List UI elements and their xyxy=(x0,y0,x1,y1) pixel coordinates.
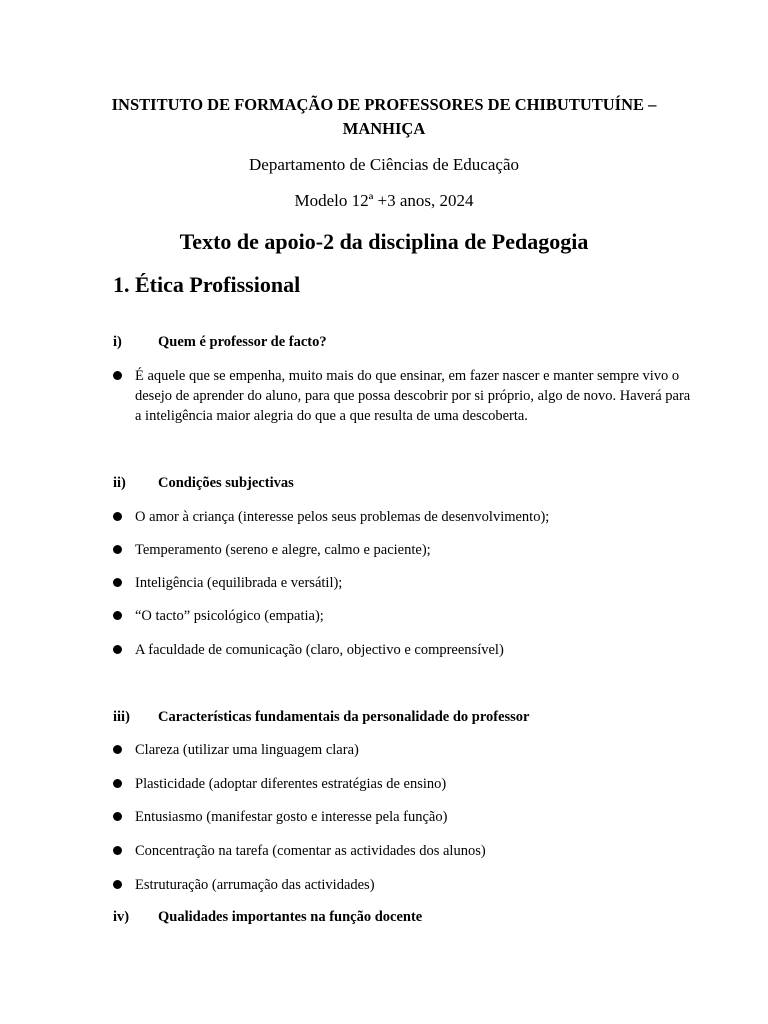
list-item-text: Inteligência (equilibrada e versátil); xyxy=(135,575,343,591)
bullet-icon xyxy=(113,812,122,821)
section-number: i) xyxy=(113,334,122,350)
list-item-text: Entusiasmo (manifestar gosto e interesse pela função) xyxy=(135,809,448,825)
institute-title: INSTITUTO DE FORMAÇÃO DE PROFESSORES DE CHIBUTUTUÍNE – MANHIÇA xyxy=(111,95,657,138)
section-title: Características fundamentais da personalidade do professor xyxy=(158,709,530,725)
section-title: Quem é professor de facto? xyxy=(158,334,327,350)
bullet-icon xyxy=(113,645,122,654)
section-title: Condições subjectivas xyxy=(158,475,294,491)
list-item-text: Temperamento (sereno e alegre, calmo e paciente); xyxy=(135,542,431,558)
list-item-text: Plasticidade (adoptar diferentes estratégias de ensino) xyxy=(135,776,447,792)
bullet-icon xyxy=(113,578,122,587)
list-item-text: Concentração na tarefa (comentar as actividades dos alunos) xyxy=(135,843,486,859)
list-item-text: Estruturação (arrumação das actividades) xyxy=(135,877,375,893)
list-item-text: “O tacto” psicológico (empatia); xyxy=(135,608,324,624)
section-title: Qualidades importantes na função docente xyxy=(158,909,423,925)
list-item-text: A faculdade de comunicação (claro, objectivo e compreensível) xyxy=(135,642,504,658)
bullet-icon xyxy=(113,745,122,754)
bullet-icon xyxy=(113,545,122,554)
list-item-text: O amor à criança (interesse pelos seus problemas de desenvolvimento); xyxy=(135,509,550,525)
bullet-icon xyxy=(113,880,122,889)
document-title: Texto de apoio-2 da disciplina de Pedagogia xyxy=(179,229,589,254)
section-number: iv) xyxy=(113,909,130,925)
bullet-icon xyxy=(113,371,122,380)
section-number: iii) xyxy=(113,709,130,725)
model-year: Modelo 12ª +3 anos, 2024 xyxy=(294,191,474,210)
bullet-icon xyxy=(113,779,122,788)
bullet-icon xyxy=(113,611,122,620)
list-item-text: É aquele que se empenha, muito mais do que ensinar, em fazer nascer e manter sempre vivo o desejo de aprender do aluno, para que possa descobrir por si próprio, algo de novo. Haverá para a inteligência maior alegria do que a que resulta de uma descoberta. xyxy=(135,368,691,424)
list-item-text: Clareza (utilizar uma linguagem clara) xyxy=(135,742,359,758)
section-number: ii) xyxy=(113,475,126,491)
bullet-icon xyxy=(113,512,122,521)
chapter-heading: 1. Ética Profissional xyxy=(113,272,301,297)
bullet-icon xyxy=(113,846,122,855)
department-name: Departamento de Ciências de Educação xyxy=(249,155,519,174)
